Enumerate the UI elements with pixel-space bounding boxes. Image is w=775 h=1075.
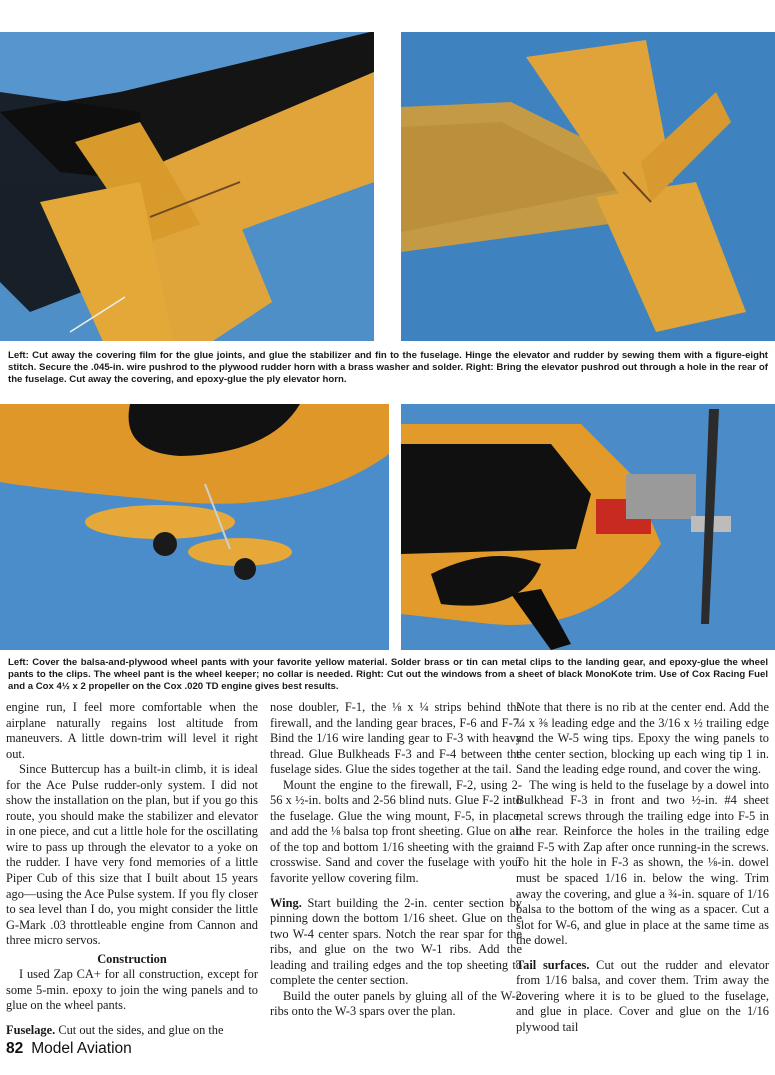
magazine-name: Model Aviation xyxy=(31,1040,132,1057)
photo-wheel-pants xyxy=(0,404,389,650)
run-in-heading-tail-surfaces: Tail surfaces. xyxy=(516,957,590,972)
paragraph: The wing is held to the fuselage by a dowel into Bulkhead F-3 in front and two ½-in. #4 sheet metal screws through the trailing edge into F-5 in the rear. Reinforce the holes in the trailing edge and F-5 with Zap after once running-in the screws. To hit the hole in F-3 as shown, the ⅛-in. dowel must be spaced 1/16 in. below the wing. Trim away the covering, and glue a ¾-in. square of 1/16 balsa to the bottom of the wing as a spacer. Cut a slot for W-6, and glue in place at the same time as the dowel. xyxy=(516,777,769,948)
paragraph-wing xyxy=(270,896,522,989)
paragraph-text: Cut out the sides, and glue on the xyxy=(55,1022,224,1037)
paragraph: Since Buttercup has a built-in climb, it is ideal for the Ace Pulse rudder-only system. I did not show the installation on the plan, but if you go this route, you should make the stabilizer and elevator in one piece, and cut a little hole for the oscillating wire to pass up through the elevator to a yoke on the rudder. I have very fond memories of a little Piper Cub of this size that I built about 15 years ago—using the Ace Pulse system. If you fly closer to sea level than I do, you might consider the little G-Mark .03 throttleable engine from Cannon and three micro servos. xyxy=(6,762,258,948)
paragraph-text: Start building the 2-in. center section by pinning down the bottom 1/16 sheet. Glue on the two W-4 center spars. Notch the rear spar for the ribs, and glue on the two W-1 ribs. Add the leading and trailing edges and the top sheeting to complete the center section. xyxy=(270,895,522,988)
photo-engine-windows xyxy=(401,404,775,650)
photo-tail-stabilizer-fin xyxy=(0,32,374,341)
page-number: 82 xyxy=(6,1040,24,1057)
paragraph-tail-surfaces xyxy=(516,958,769,1036)
run-in-heading-wing: Wing. xyxy=(270,895,302,910)
text-column-2 xyxy=(270,700,522,1040)
photo-elevator-pushrod xyxy=(401,32,775,341)
paragraph: Note that there is no rib at the center end. Add the ¼ x ⅜ leading edge and the 3/16 x ½ trailing edge and the W-5 wing tips. Epoxy the wing panels to the center section, blocking up each wing tip 1 in. Sand the leading edge round, and cover the wing. xyxy=(516,700,769,777)
section-heading-construction: Construction xyxy=(97,951,167,966)
paragraph: I used Zap CA+ for all construction, except for some 5-min. epoxy to join the wing panels and to glue on the wheel pants. xyxy=(6,967,258,1013)
paragraph-fuselage xyxy=(6,1023,258,1039)
text-column-3 xyxy=(516,700,769,1040)
photo-caption-bottom: Left: Cover the balsa-and-plywood wheel pants with your favorite yellow material. Solder brass or tin can metal clips to the landing gear, and epoxy-glue the wheel pants to the clips. The wheel pant is the wheel keeper; no collar is needed. Right: Cut out the windows from a sheet of black MonoKote trim. Use of Cox Racing Fuel and a Cox 4½ x 2 propeller on the Cox .020 TD engine gives best results. xyxy=(8,657,768,693)
paragraph: nose doubler, F-1, the ⅛ x ¼ strips behind the firewall, and the landing gear braces, F-6 and F-7. Bind the 1/16 wire landing gear to F-3 with heavy thread. Glue Bulkheads F-3 and F-4 between the fuselage sides. Glue the sides together at the tail. xyxy=(270,700,522,777)
paragraph: Mount the engine to the firewall, F-2, using 2-56 x ½-in. bolts and 2-56 blind nuts. Glue F-2 into the fuselage. Glue the wing mount, F-5, in place, and add the ⅛ balsa top front sheeting. Glue on all of the top and bottom 1/16 sheeting with the grain crosswise. Sand and cover the fuselage with your favorite yellow covering film. xyxy=(270,777,522,886)
paragraph: engine run, I feel more comfortable when the airplane naturally regains lost altitude from maneuvers. A little down-trim will level it right out. xyxy=(6,700,258,761)
paragraph-text: Cut out the rudder and elevator from 1/16 balsa, and cover them. Trim away the covering where it is to be glued to the fuselage, and glue in place. Cover and glue on the 1/16 plywood tail xyxy=(516,957,769,1034)
run-in-heading-fuselage: Fuselage. xyxy=(6,1022,56,1037)
paragraph: Build the outer panels by gluing all of the W-2 ribs onto the W-3 spars over the plan. xyxy=(270,988,522,1019)
text-column-1 xyxy=(6,700,258,1040)
page-footer xyxy=(6,1040,132,1058)
photo-caption-top: Left: Cut away the covering film for the glue joints, and glue the stabilizer and fin to the fuselage. Hinge the elevator and rudder by sewing them with a figure-eight stitch. Secure the .045-in. wire pushrod to the plywood rudder horn with a brass washer and solder. Right: Bring the elevator pushrod out through a hole in the rear of the fuselage. Cut away the covering, and epoxy-glue the ply elevator horn. xyxy=(8,350,768,386)
